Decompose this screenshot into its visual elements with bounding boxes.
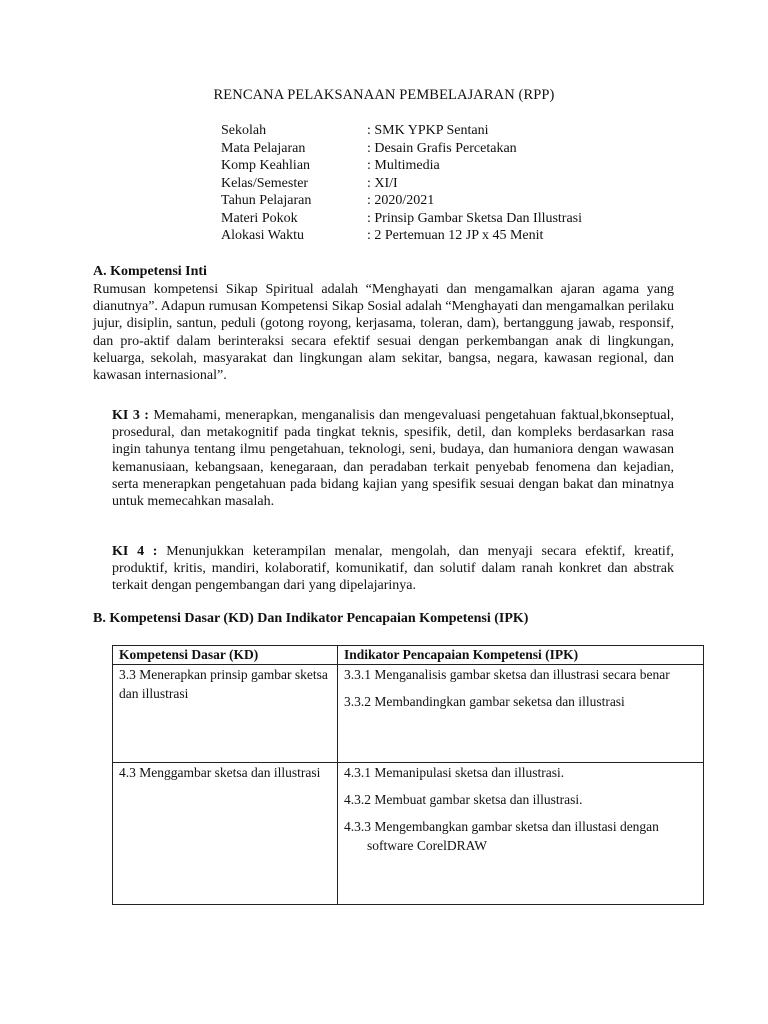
meta-label: Mata Pelajaran [221,140,306,156]
meta-row-subject [221,140,582,158]
meta-row-class [221,175,582,193]
meta-row-school [221,122,582,140]
header-ipk: Indikator Pencapaian Kompetensi (IPK) [338,646,704,665]
kd-cell: 4.3 Menggambar sketsa dan illustrasi [113,763,338,905]
meta-value: : XI/I [367,175,398,191]
table-header-row [113,646,704,665]
meta-row-year [221,192,582,210]
ipk-cell [338,763,704,905]
meta-label: Tahun Pelajaran [221,193,312,208]
ki3-text: Memahami, menerapkan, menganalisis dan mengevaluasi pengetahuan faktual,bkonseptual, prosedural, dan metakognitif pada tingkat teknis, spesifik, detil, dan kompleks berdasarkan rasa ingin tahunya tentang ilmu pengetahuan, teknologi, seni, budaya, dan humaniora dengan wawasan kemanusiaan, kebangsaan, kenegaraan, dan peradaban terkait penyebab fenomena dan kejadian, serta menerapkan pengetahuan pada bidang kajian yang spesifik sesuai dengan bakat dan minatnya untuk memecahkan masalah. [112,408,675,510]
meta-row-topic [221,210,582,228]
core-competence-intro: Rumusan kompetensi Sikap Spiritual adalah “Menghayati dan mengamalkan ajaran agama yang dianutnya”. Adapun rumusan Kompetensi Sikap Sosial adalah “Menghayati dan mengamalkan perilaku jujur, disiplin, santun, peduli (gotong royong, kerjasama, toleran, dam), bertanggung jawab, responsif, dan pro-aktif dalam berinteraksi secara efektif sesuai dengan perkembangan anak di lingkungan, keluarga, sekolah, masyarakat dan lingkungan alam sekitar, bangsa, negara, kawasan regional, dan kawasan internasional”. [93,282,674,384]
meta-row-time [221,227,582,245]
meta-label: Materi Pokok [221,210,298,226]
meta-value: : Desain Grafis Percetakan [367,140,517,156]
section-a-heading: A. Kompetensi Inti [93,264,207,279]
kd-ipk-table [112,645,704,905]
table-row [113,665,704,763]
meta-value: : Prinsip Gambar Sketsa Dan Illustrasi [367,210,583,226]
meta-value: : Multimedia [367,158,440,173]
document-title: RENCANA PELAKSANAAN PEMBELAJARAN (RPP) [213,87,555,103]
meta-value: : SMK YPKP Sentani [367,123,489,138]
ki4-label: KI 4 : [112,544,158,559]
table-row [113,763,704,905]
ipk-item: 4.3.2 Membuat gambar sketsa dan illustrasi. [344,792,583,807]
ki4-text: Menunjukkan keterampilan menalar, mengolah, dan menyaji secara efektif, kreatif, produktif, kritis, mandiri, kolaboratif, komunikatif, dan solutif dalam ranah konkret dan abstrak terkait dengan pengembangan dari yang dipelajarinya. [112,544,674,594]
meta-value: : 2 Pertemuan 12 JP x 45 Menit [367,228,544,243]
header-kd: Kompetensi Dasar (KD) [113,646,338,665]
meta-row-expertise [221,157,582,175]
ki4-paragraph [112,543,674,595]
identity-block [221,122,582,245]
ki3-label: KI 3 : [112,408,149,423]
ipk-item: 4.3.3 Mengembangkan gambar sketsa dan illustasi dengan software CorelDRAW [344,819,659,853]
kd-cell: 3.3 Menerapkan prinsip gambar sketsa dan illustrasi [113,665,338,763]
ki3-paragraph [112,407,674,510]
meta-label: Alokasi Waktu [221,228,304,243]
ipk-cell [338,665,704,763]
ipk-item: 3.3.2 Membandingkan gambar seketsa dan illustrasi [344,694,625,709]
meta-value: : 2020/2021 [367,193,435,208]
meta-label: Sekolah [221,123,267,138]
ipk-item: 3.3.1 Menganalisis gambar sketsa dan illustrasi secara benar [344,667,670,682]
section-b-heading: B. Kompetensi Dasar (KD) Dan Indikator Pencapaian Kompetensi (IPK) [93,611,529,626]
meta-label: Kelas/Semester [221,175,309,191]
meta-label: Komp Keahlian [221,158,311,173]
ipk-item: 4.3.1 Memanipulasi sketsa dan illustrasi. [344,765,565,780]
